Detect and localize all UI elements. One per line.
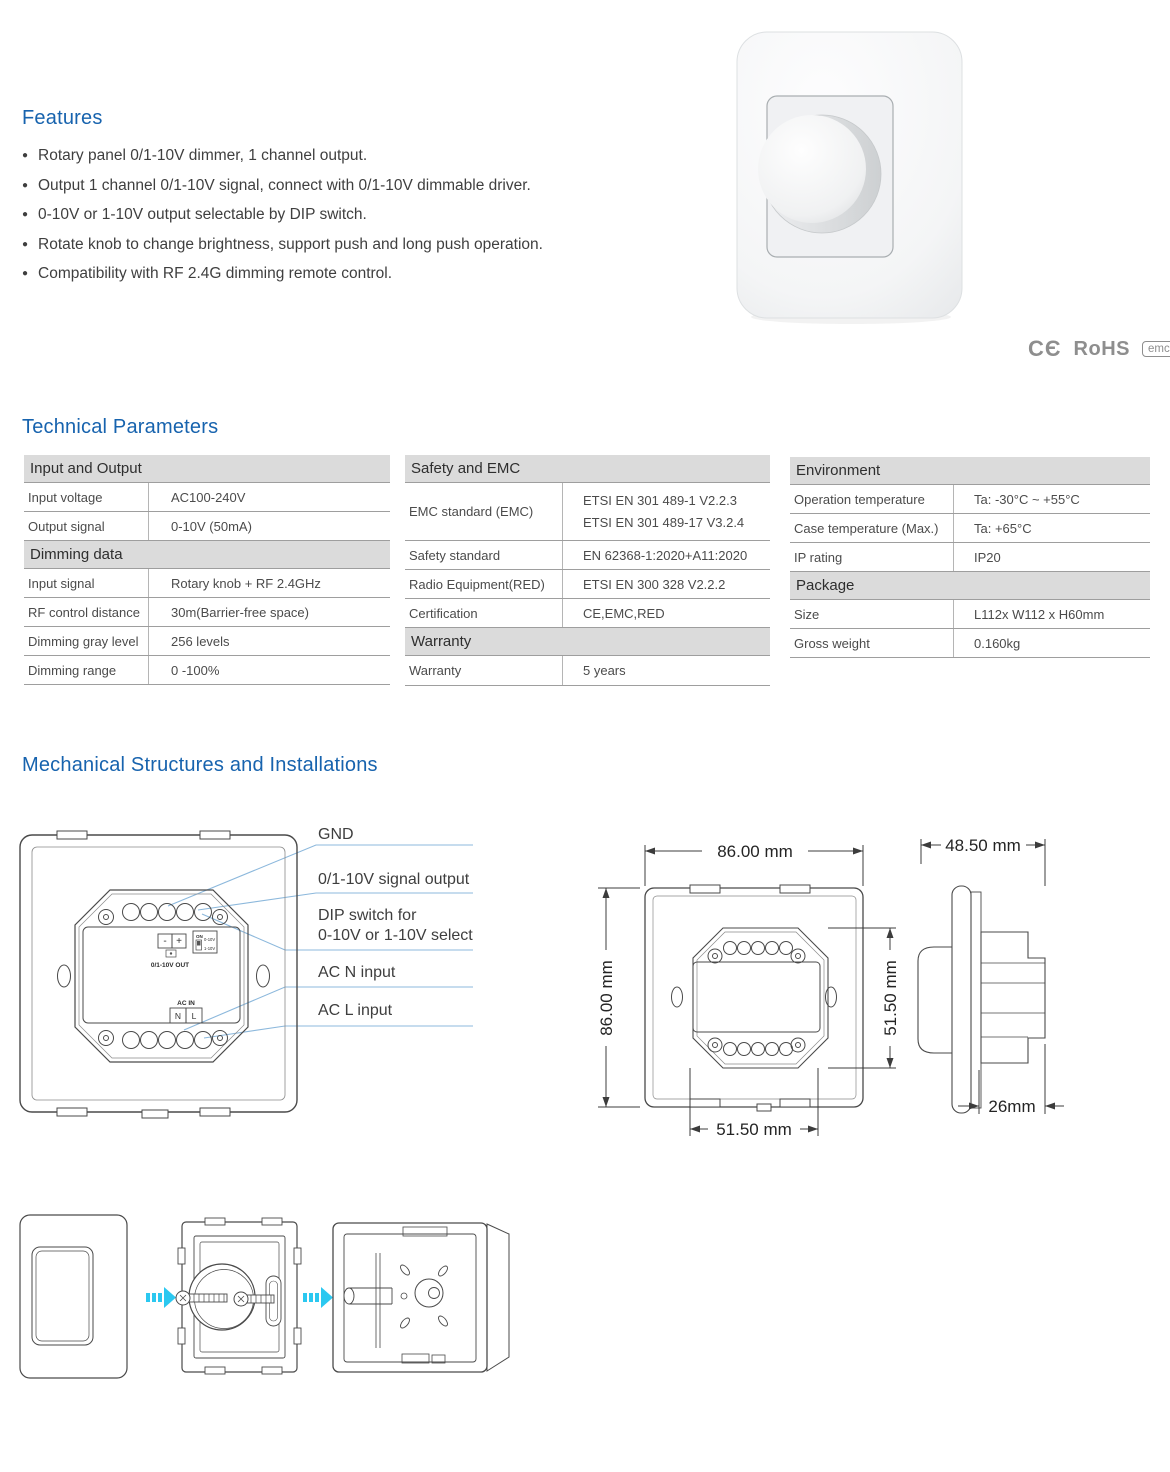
row-value: AC100-240V <box>148 483 390 511</box>
dimension-labels <box>597 836 1036 1139</box>
table-environment-package <box>790 457 1150 658</box>
row-label: Size <box>794 606 820 622</box>
row-label: Radio Equipment(RED) <box>409 576 545 592</box>
row-value: CE,EMC,RED <box>562 599 770 627</box>
row-label: Operation temperature <box>794 491 925 507</box>
dimension-arrows <box>603 842 1056 1133</box>
feature-item: ● 0-10V or 1-10V output selectable by DIP switch. <box>22 200 543 230</box>
table-row <box>790 514 1150 543</box>
ac-in-label: AC IN <box>177 1000 195 1007</box>
table-row <box>405 656 770 686</box>
installation-diagram <box>0 1200 1170 1472</box>
row-label: EMC standard (EMC) <box>409 504 534 519</box>
table-safety-emc <box>405 455 770 686</box>
corner-screws <box>708 949 805 1052</box>
install-arrow-icon <box>303 1287 333 1308</box>
install-dimmer-unit <box>176 1218 301 1374</box>
mounting-tabs <box>690 885 810 1111</box>
row-label: Input signal <box>28 575 95 591</box>
plus-terminal-label: + <box>176 936 182 947</box>
mechanical-title: Mechanical Structures and Installations <box>22 754 378 776</box>
dim-front-height: 86.00 mm <box>597 960 616 1036</box>
table-row <box>24 598 390 627</box>
table-row <box>24 483 390 512</box>
knob-profile <box>918 947 952 1053</box>
table-section-header: Warranty <box>405 628 770 656</box>
dip-010v-label: 0-10V <box>204 937 216 942</box>
callout-signal-output: 0/1-10V signal output <box>318 871 470 888</box>
row-label: Safety standard <box>409 547 501 563</box>
dim-octagon-height: 51.50 mm <box>881 960 900 1036</box>
row-label: Case temperature (Max.) <box>794 520 939 536</box>
callout-gnd: GND <box>318 826 354 843</box>
technical-parameters-title: Technical Parameters <box>22 416 219 438</box>
table-row <box>790 600 1150 629</box>
table-section-header: Environment <box>790 457 1150 485</box>
table-row <box>24 656 390 685</box>
rotary-knob <box>758 115 866 223</box>
feature-item: ● Rotate knob to change brightness, support push and long push operation. <box>22 230 543 260</box>
front-view-diagram <box>645 885 863 1111</box>
install-arrow-icon <box>146 1287 176 1308</box>
back-view-diagram <box>20 831 297 1118</box>
feature-item: ● Rotary panel 0/1-10V dimmer, 1 channel output. <box>22 141 543 171</box>
row-label: Dimming gray level <box>28 633 139 649</box>
table-input-output <box>24 455 390 685</box>
table-row <box>405 541 770 570</box>
install-wall-box <box>333 1223 509 1372</box>
table-section-header: Input and Output <box>24 455 390 483</box>
row-label: Output signal <box>28 518 105 534</box>
row-label: Gross weight <box>794 635 870 651</box>
ce-mark-icon: CЄ <box>1028 336 1062 361</box>
table-section-header: Dimming data <box>24 541 390 569</box>
table-row <box>405 570 770 599</box>
row-value <box>562 483 770 540</box>
features-title: Features <box>22 107 103 129</box>
table-section-header: Safety and EMC <box>405 455 770 483</box>
terminal-holes-bottom <box>123 1032 212 1049</box>
dim-octagon-width: 51.50 mm <box>716 1120 792 1139</box>
table-section-header: Package <box>790 572 1150 600</box>
feature-item: ● Output 1 channel 0/1-10V signal, connect with 0/1-10V dimmable driver. <box>22 171 543 201</box>
row-value: EN 62368-1:2020+A11:2020 <box>562 541 770 569</box>
n-terminal-label: N <box>174 1011 182 1021</box>
row-value: L112x W112 x H60mm <box>953 600 1150 628</box>
table-row <box>405 483 770 541</box>
dip-on-label: ON <box>196 934 203 939</box>
callout-dip-line1: DIP switch for <box>318 907 417 924</box>
row-value: 0 -100% <box>148 656 390 684</box>
row-label: Input voltage <box>28 489 103 505</box>
row-label: Warranty <box>409 663 462 678</box>
dip-switch <box>193 931 217 953</box>
emc-standard-line1: ETSI EN 301 489-1 V2.2.3 <box>583 493 737 508</box>
row-value: 0.160kg <box>953 629 1150 657</box>
row-value: Ta: -30°C ~ +55°C <box>953 485 1150 513</box>
row-value: 0-10V (50mA) <box>148 512 390 540</box>
table-row <box>790 543 1150 572</box>
rohs-logo: RoHS <box>1073 337 1130 360</box>
callout-ac-n: AC N input <box>318 964 396 981</box>
l-terminal-label: L <box>191 1011 197 1021</box>
dim-knob-depth: 26mm <box>988 1097 1036 1116</box>
dim-front-width: 86.00 mm <box>717 842 793 861</box>
table-row <box>405 599 770 628</box>
row-value: IP20 <box>953 543 1150 571</box>
terminal-holes-bottom <box>724 1043 793 1056</box>
row-value: Ta: +65°C <box>953 514 1150 542</box>
callout-ac-l: AC L input <box>318 1002 393 1019</box>
terminal-holes-top <box>123 904 212 921</box>
table-row <box>24 627 390 656</box>
table-row <box>790 629 1150 658</box>
table-row <box>24 569 390 598</box>
mechanical-drawings <box>0 800 1170 1172</box>
certification-logos <box>1028 336 1170 362</box>
row-label: Certification <box>409 605 478 621</box>
feature-item: ● Compatibility with RF 2.4G dimming remote control. <box>22 259 543 289</box>
install-wall-plate <box>20 1215 127 1378</box>
row-value: 30m(Barrier-free space) <box>148 598 390 626</box>
dim-side-depth: 48.50 mm <box>945 836 1021 855</box>
output-label: 0/1-10V OUT <box>150 962 190 969</box>
row-label: RF control distance <box>28 604 140 620</box>
table-row <box>24 512 390 541</box>
row-label: IP rating <box>794 549 843 565</box>
side-view-diagram <box>918 886 1045 1113</box>
emc-badge: emc <box>1142 341 1170 357</box>
minus-terminal-label: - <box>163 936 167 947</box>
table-row <box>790 485 1150 514</box>
callout-dip-line2: 0-10V or 1-10V select <box>318 927 473 944</box>
dip-110v-label: 1-10V <box>204 946 216 951</box>
product-photo <box>720 20 980 330</box>
row-value: 256 levels <box>148 627 390 655</box>
row-value: 5 years <box>562 656 770 685</box>
row-label: Dimming range <box>28 662 117 678</box>
terminal-holes-top <box>724 942 793 955</box>
features-list <box>22 141 543 289</box>
emc-standard-line2: ETSI EN 301 489-17 V3.2.4 <box>583 515 745 530</box>
row-value: ETSI EN 300 328 V2.2.2 <box>562 570 770 598</box>
row-value: Rotary knob + RF 2.4GHz <box>148 569 390 597</box>
corner-screws <box>99 910 228 1046</box>
